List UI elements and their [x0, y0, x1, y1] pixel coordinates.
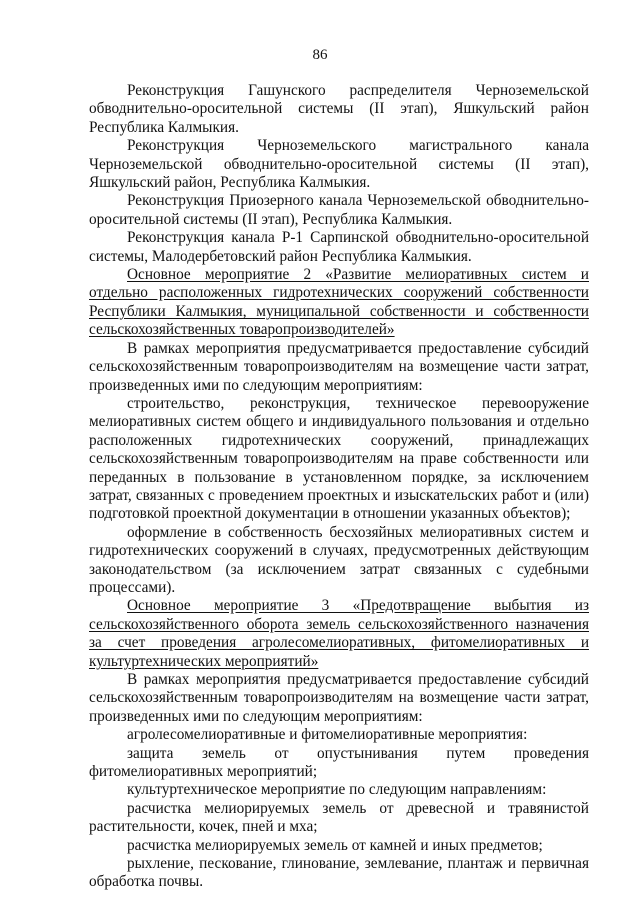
document-body	[89, 82, 589, 892]
paragraph-clearing-stones: расчистка мелиорируемых земель от камней и иных предметов;	[127, 836, 543, 854]
page-number: 86	[312, 47, 328, 63]
paragraph-subsidies-intro-2: В рамках мероприятия предусматривается предоставление субсидий сельскохозяйственным товаропроизводителям на возмещение части затрат, произведенных ими по следующим мероприятиям:	[89, 671, 589, 725]
paragraph-construction: строительство, реконструкция, техническое перевооружение мелиоративных систем общего и индивидуального пользования и отдельно расположенных гидротехнических сооружений, принадлежащих сельскохозяйственным товаропроизводителям на праве собственности или переданных в пользование в установленном порядке, за исключением затрат, связанных с проведением проектных и изыскательских работ и (или) подготовкой проектной документации в отношении указанных объектов);	[89, 394, 589, 523]
paragraph-gashun-reconstruction: Реконструкция Гашунского распределителя Черноземельской обводнительно-оросительной системы (II этап), Яшкульский район Республика Калмыкия.	[89, 82, 589, 136]
paragraph-desertification: защита земель от опустынивания путем проведения фитомелиоративных мероприятий;	[89, 744, 589, 781]
paragraph-clearing-vegetation: расчистка мелиорируемых земель от древесной и травянистой растительности, кочек, пней и мха;	[89, 799, 589, 836]
heading-main-activity-2: Основное мероприятие 2 «Развитие мелиоративных систем и отдельно расположенных гидротехнических сооружений собственности Республики Калмыкия, муниципальной собственности и собственности сельскохозяйственных товаропроизводителей»	[89, 266, 589, 339]
paragraph-agroforestry: агролесомелиоративные и фитомелиоративные мероприятия:	[127, 726, 528, 744]
heading-main-activity-3: Основное мероприятие 3 «Предотвращение выбытия из сельскохозяйственного оборота земель сельскохозяйственного назначения за счет проведения агролесомелиоративных, фитомелиоративных и культуртехнических мероприятий»	[89, 597, 589, 670]
paragraph-priozerny-canal: Реконструкция Приозерного канала Черноземельской обводнительно-оросительной системы (II этап), Республика Калмыкия.	[89, 192, 589, 228]
paragraph-soil-treatment: рыхление, пескование, глинование, землевание, плантаж и первичная обработка почвы.	[89, 855, 589, 891]
paragraph-chernozem-main-canal: Реконструкция Черноземельского магистрального канала Черноземельской обводнительно-оросительной системы (II этап), Яшкульский район, Республика Калмыкия.	[89, 137, 589, 192]
paragraph-canal-r1: Реконструкция канала Р-1 Сарпинской обводнительно-оросительной системы, Малодербетовский район Республика Калмыкия.	[89, 229, 589, 265]
paragraph-cultural-technical: культуртехническое мероприятие по следующим направлениям:	[127, 781, 547, 799]
paragraph-ownership-registration: оформление в собственность бесхозяйных мелиоративных систем и гидротехнических сооружений в случаях, предусмотренных действующим законодательством (за исключением затрат связанных с судебными процессами).	[89, 523, 589, 596]
paragraph-subsidies-intro-1: В рамках мероприятия предусматривается предоставление субсидий сельскохозяйственным товаропроизводителям на возмещение части затрат, произведенных ими по следующим мероприятиям:	[89, 339, 589, 394]
